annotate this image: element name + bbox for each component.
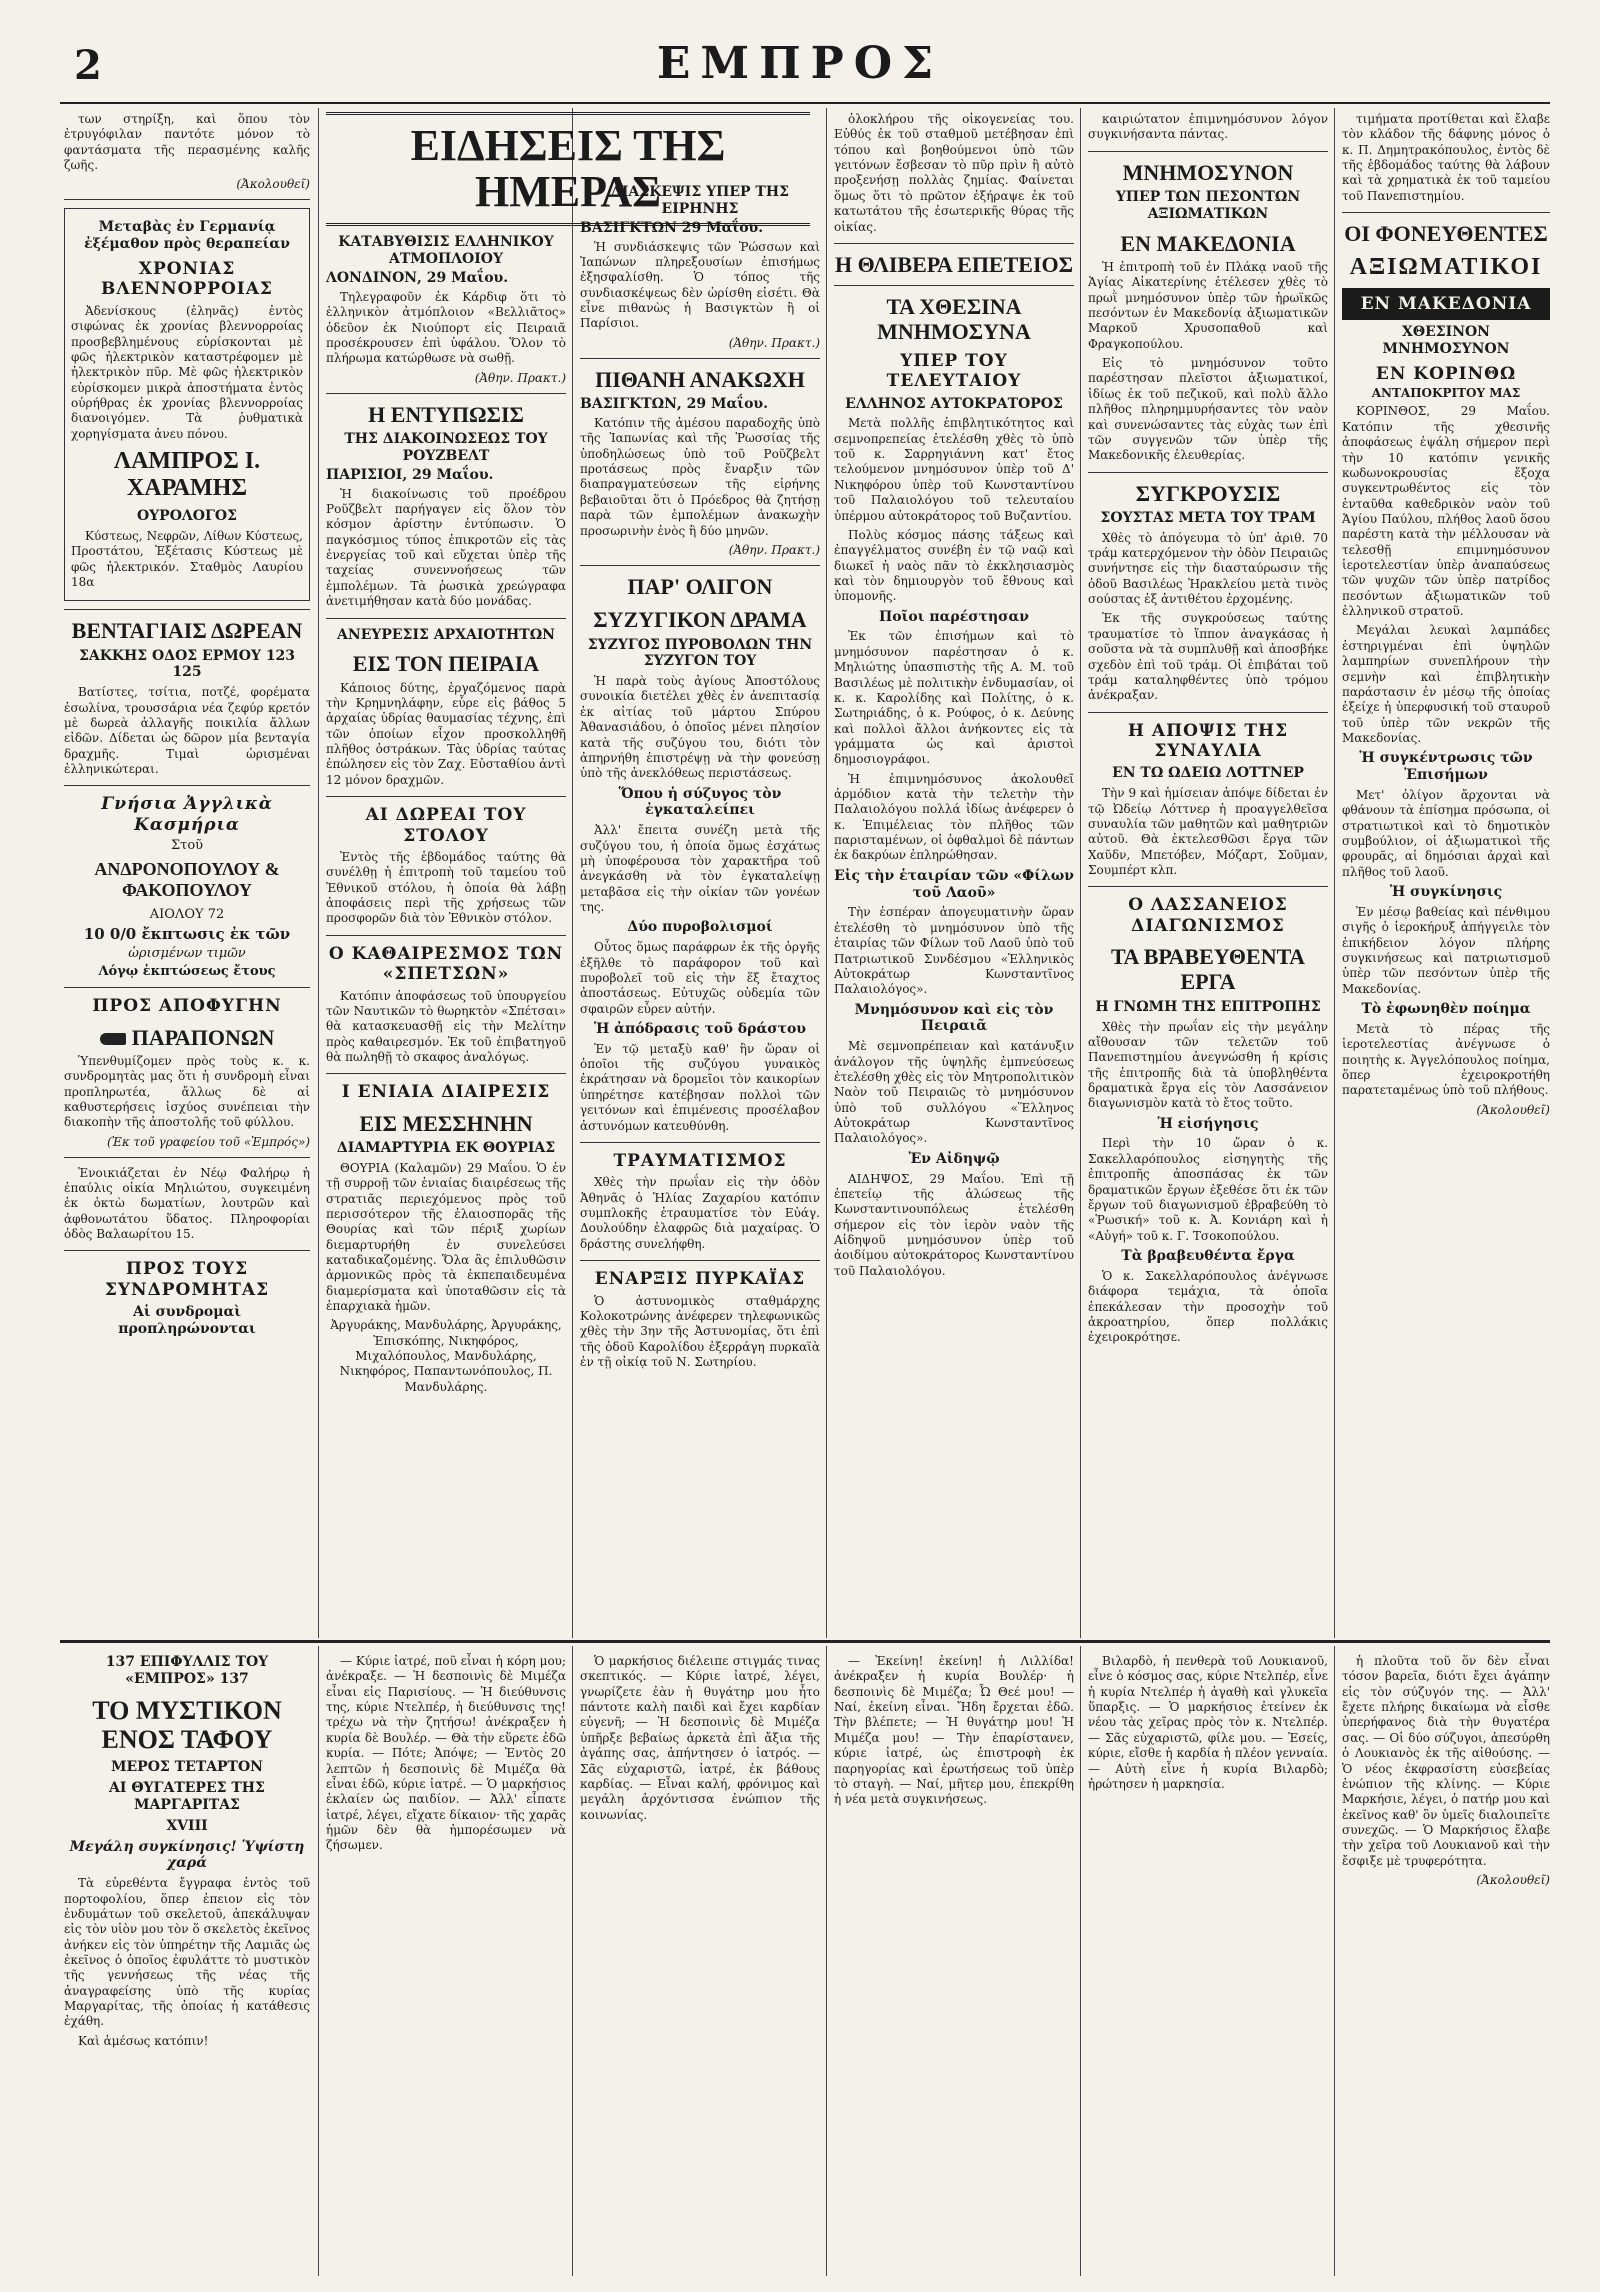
section-heading: Ποῖοι παρέστησαν bbox=[879, 608, 1029, 625]
headline: ΠΑΡ' ΟΛΙΓΟΝ bbox=[627, 573, 773, 599]
subheadline: ΔΙΑΜΑΡΤΥΡΙΑ ΕΚ ΘΟΥΡΙΑΣ bbox=[336, 1139, 556, 1156]
article-text: Ἐκ τῆς συγκρούσεως ταύτης τραυματίσε τὸ ἵππον ἀναγκάσας ἡ σοῦστα νὰ τὰ συμπλυθῇ καὶ ἀποσβήκε σχεδὸν ἐπὶ τοῦ τράμ. Οἱ ἐπιβάται τοῦ τράμ καταληφθέντες ὑπὸ τρόμου ἀνέκραξαν. bbox=[1088, 611, 1328, 703]
article-source: (Ἀθην. Πρακτ.) bbox=[728, 335, 820, 350]
subheadline: ΤΑ ΒΡΑΒΕΥΘΕΝΤΑ ΕΡΓΑ bbox=[1110, 944, 1305, 995]
section-heading: Εἰς τὴν ἑταιρίαν τῶν «Φίλων τοῦ Λαοῦ» bbox=[834, 867, 1074, 901]
separator bbox=[580, 565, 820, 566]
headline: ΤΡΑΥΜΑΤΙΣΜΟΣ bbox=[613, 1150, 787, 1171]
ad-complaints-text: Ὑπενθυμίζομεν πρὸς τοὺς κ. κ. συνδρομητὰς μας ὅτι ἡ συνδρομὴ εἶναι προπληρωτέα, ἄλλως δὲ αἱ καθυστερήσεις ἰσχύος συνέπειαι τὴν διακοπὴν τῆς ἀποστολῆς τοῦ φύλλου. bbox=[64, 1053, 310, 1130]
ad-doctor-text: Κύστεως, Νεφρῶν, Λίθων Κύστεως, Προστάτου, Ἐξέτασις Κύστεως μὲ φῶς ἠλεκτρικόν. Σταθμὸς Λαυρίου 18α bbox=[71, 528, 303, 589]
headline: ΤΑ ΧΘΕΣΙΝΑ ΜΝΗΜΟΣΥΝΑ bbox=[877, 294, 1031, 345]
subheadline: ΕΝ ΜΑΚΕΔΟΝΙΑ bbox=[1342, 288, 1550, 320]
separator bbox=[1088, 712, 1328, 713]
ad-cashmere-line2: ὡρισμένων τιμῶν bbox=[128, 946, 246, 962]
headline: ΟΙ ΦΟΝΕΥΘΕΝΤΕΣ bbox=[1344, 221, 1548, 247]
article-text: Ἡ ἐπιμνημόσυνος ἀκολουθεῖ ἀρμόδιον κατὰ τὴν τελετὴν τὴν Παλαιολόγου πολλά ἰδίως ἀνέφερεν ὁ κ. Ἐπιμέλειας τὸν πλῆθος τῶν παρισταμένων, οἱ ὀφθαλμοὶ δὲ πάντων ἐκ δακρύων ἐπληρώθησαν. bbox=[834, 771, 1074, 863]
headline: ΑΝΕΥΡΕΣΙΣ ΑΡΧΑΙΟΤΗΤΩΝ bbox=[337, 626, 555, 643]
subheadline: Η ΓΝΩΜΗ ΤΗΣ ΕΠΙΤΡΟΠΗΣ bbox=[1095, 998, 1321, 1015]
subheadline: ΕΝ ΜΑΚΕΔΟΝΙΑ bbox=[1120, 230, 1296, 256]
article-text: Ἐν μέσῳ βαθείας καὶ πένθιμου σιγῆς ὁ ἱεροκήρυξ ἀπήγγειλε τὸν ἐπικήδειον λόγον πλήρης συγκινήσεως καὶ πατριωτισμοῦ ὑπὲρ τῶν πεσόντων ὑπὲρ τῆς Μακεδονίας. bbox=[1342, 904, 1550, 996]
novel-text: — Ἐκείνη! ἐκείνη! ἡ Λιλλίδα! ἀνέκραξεν ἡ κυρία Βουλέρ· ἡ δεσποινὶς δὲ Μιμέζα; Ὦ Θεέ μου! — Ναί, ἐκείνη εἶναι. Ἤδη ἔρχεται ἐδῶ. Τὴν βλέπετε; — Ἡ θυγάτηρ μου! Ἡ Μιμέζα μου! — Τὴν ἐπαρίστανεν, κύριε ἰατρέ, ὡς ἐπιστροφὴ ἐκ παρηγορίας καὶ ἐρωτήσεως τοῦ ὑπὲρ τὸ σταγὴ. — Ναί, μῆτερ μου, ἐπεκρίθη ἡ νέα μετὰ συγκινήσεως. bbox=[834, 1654, 1074, 1807]
separator bbox=[64, 199, 310, 200]
article-text: Τὴν 9 καὶ ἡμίσειαν ἀπόψε δίδεται ἐν τῷ Ὠδείῳ Λόττνερ ἡ προαγγελθεῖσα συναυλία τῶν μαθητῶν καὶ μαθητριῶν αὐτοῦ. Θὰ ἐκτελεσθῶσι ἔργα τῶν Χαῦδν, Μπετόβεν, Μόζαρτ, Σοῦμαν, Σουμπέρτ κλπ. bbox=[1088, 786, 1328, 877]
separator bbox=[1088, 886, 1328, 887]
ad-blennorrhea bbox=[64, 208, 310, 601]
separator bbox=[326, 393, 566, 394]
article-text: Κατόπιν τῆς ἀμέσου παραδοχῆς ὑπὸ τῆς Ἰαπωνίας καὶ τῆς Ῥωσσίας τῆς ὑποδηλώσεως ὑπὸ τοῦ Ροῦζβελτ προτάσεως πρὸς ἔναρξιν τῶν διαπραγματεύσεων τῆς εἰρήνης βεβαιοῦται ὅτι ὁ Πρόεδρος θὰ ζητήσῃ παρὰ τῶν ἐμπολέμων ἀνακωχὴν προσωρινὴν ἑνὸς ἢ δύο μηνῶν. bbox=[580, 416, 820, 538]
subheadline: ΑΞΙΩΜΑΤΙΚΟΙ bbox=[1349, 254, 1543, 281]
ad-cashmere-line3: Λόγῳ ἐκπτώσεως ἔτους bbox=[98, 964, 276, 980]
section-heading: Ἡ συγκέντρωσις τῶν Ἐπισήμων bbox=[1359, 750, 1533, 784]
novel-text: Τὰ εὑρεθέντα ἔγγραφα ἐντὸς τοῦ πορτοφολίου, ὅπερ ἐπειον εἰς τὸν ἐνδυμάτων τοῦ σκελετοῦ, ἀπεκάλυψαν εἰς τὸν υἱὸν μου τὸν ὅ σκελετὸς ἐκεῖνος ἀνήκεν εἰς τὸν ὑπηρέτην τῆς Λαμιᾶς ὡς ἐκεῖνος ὁ ὁποῖος ἐφυλάττε τὸ μυστικὸν τῆς γεννήσεως τῆς νέας τῆς ἀναγραφείσης ὑπὸ τῆς κυρίας Μαργαρίτας, τῆς ὁποίας ἡ κατάθεσις ἐχάθη. bbox=[64, 1876, 310, 2029]
feuilleton-column-1 bbox=[64, 1650, 310, 2278]
feuilleton-column-4 bbox=[834, 1650, 1074, 2278]
article-text: Μετ' ὀλίγον ἄρχονται νὰ φθάνουν τὰ ἐπίσημα πρόσωπα, οἱ στρατιωτικοὶ καὶ τὸ δημοτικὸν συμβούλιον, οἱ ἀξιωματικοὶ τῆς φρουρᾶς, αἱ δημόσιαι ἀρχαὶ καὶ πλῆθος τοῦ λαοῦ. bbox=[1342, 787, 1550, 879]
dateline: ΒΑΣΙΓΚΤΩΝ, 29 Μαΐου. bbox=[580, 396, 769, 413]
subheadline: ΣΥΖΥΓΙΚΟΝ ΔΡΑΜΑ bbox=[593, 607, 807, 633]
feuilleton-column-6 bbox=[1342, 1650, 1550, 2278]
headline: Η ΑΠΟΨΙΣ ΤΗΣ ΣΥΝΑΥΛΙΑ bbox=[1127, 720, 1289, 762]
separator bbox=[580, 1260, 820, 1261]
article-source: (Ἀθην. Πρακτ.) bbox=[728, 542, 820, 557]
separator bbox=[1088, 151, 1328, 152]
column-3 bbox=[580, 108, 820, 1638]
headline: ΔΙΑΣΚΕΨΙΣ ΥΠΕΡ ΤΗΣ ΕΙΡΗΝΗΣ bbox=[611, 184, 789, 217]
page-header bbox=[0, 0, 1600, 104]
correspondent: ΑΝΤΑΠΟΚΡΙΤΟΥ ΜΑΣ bbox=[1371, 386, 1521, 401]
article-text: Τηλεγραφοῦν ἐκ Κάρδιφ ὅτι τὸ ἑλληνικὸν ἀτμόπλοιον «Βελλιᾶτος» ὁδεῦον ἐκ Νιούπορτ εἰς Πειραιᾶ προσέκρουσεν ἐπὶ ὑφάλου. Ὅλον τὸ πλήρωμα κατώρθωσε νὰ σωθῇ. bbox=[326, 289, 566, 366]
separator bbox=[580, 358, 820, 359]
continued-text: των στηρίξη, καὶ ὅπου τὸν ἐτρυγόφιλαν παντότε μόνον τὸ φαντάσματα τῆς περασμένης καλῆς ζωῆς. bbox=[64, 112, 310, 173]
continued-text: τιμήματα προτίθεται καὶ ἔλαβε τὸν κλάδον τῆς δάφνης μόνος ὁ κ. Π. Δημητρακόπουλος, ἐντὸς δὲ τῆς ἑβδομάδος ταύτης θὰ λάβουν καὶ τὰ χρηματικὰ ἐκ τοῦ ταμείου τοῦ Πανεπιστημίου. bbox=[1342, 112, 1550, 203]
article-text: Χθὲς τὸ ἀπόγευμα τὸ ὑπ' ἀριθ. 70 τράμ κατερχόμενον τὴν ὁδὸν Πειραιῶς συνήντησε εἰς τὴν διασταύρωσιν τῆς ὁδοῦ Βασιλέως Ἡρακλείου μετὰ τινὸς σούστας ἐξ ἀντιθέτου ἐρχομένης. bbox=[1088, 530, 1328, 607]
article-text: Χθὲς τὴν πρωΐαν εἰς τὴν ὁδὸν Ἀθηνᾶς ὁ Ἡλίας Ζαχαρίου κατόπιν συμπλοκῆς ἐτραυματίσε τὸν Εὐάγ. Δουλούδην ἐλαφρῶς διὰ μαχαίρας. Ὁ δράστης συνελήφθη. bbox=[580, 1175, 820, 1251]
article-text: Ἡ συνδιάσκεψις τῶν Ῥώσσων καὶ Ἰαπώνων πληρεξουσίων ἐπισήμως ἐξησφαλίσθη. Ὁ τόπος τῆς συνδιασκέψεως δὲν ὡρίσθη εἰσέτι. Θὰ εἶνε πιθανὼς ἡ Βασιγκτὼν ἢ οἱ Παρίσιοι. bbox=[580, 239, 820, 331]
ad-subscribers-sub: Αἱ συνδρομαὶ προπληρώνονται bbox=[118, 1304, 256, 1337]
dateline: ΒΑΣΙΓΚΤΩΝ 29 Μαΐου. bbox=[580, 219, 764, 236]
ad-cashmere-store: Στοῦ bbox=[170, 838, 204, 854]
article-text: Οὗτος ὅμως παράφρων ἐκ τῆς ὀργῆς ἐξῆλθε τὸ παράφορον τοῦ καὶ πυροβολεῖ τοῦ εἰς τὴν ἕξ ἔταχτος ἀποστάσεως. Εὐτυχῶς οὐδεμία τῶν σφαιρῶν εὗρεν αὐτήν. bbox=[580, 940, 820, 1016]
headline: Ο ΚΑΘΑΙΡΕΣΜΟΣ ΤΩΝ «ΣΠΕΤΣΩΝ» bbox=[328, 943, 564, 985]
article-text: Χθὲς τὴν πρωΐαν εἰς τὴν μεγάλην αἴθουσαν τῶν τελετῶν τοῦ Πανεπιστημίου ἀνεγνώσθη ἡ κρίσις τῆς ἐπιτροπῆς διὰ τὰ ὑποβληθέντα δραματικὰ ἔργα εἰς τὸν Λασσάνειον διαγωνισμὸν κατὰ τὸ ἔτος τοῦτο. bbox=[1088, 1019, 1328, 1111]
section-heading: Δύο πυροβολισμοί bbox=[627, 919, 773, 936]
column-divider bbox=[318, 1646, 319, 2276]
column-divider bbox=[826, 108, 827, 1638]
newspaper-title: ΕΜΠΡΟΣ bbox=[656, 38, 944, 89]
page-number: 2 bbox=[74, 42, 102, 89]
separator bbox=[834, 243, 1074, 244]
article-text: Ὁ ἀστυνομικὸς σταθμάρχης Κολοκοτρώνης ἀνέφερεν τηλεφωνικῶς χθὲς τὴν 3ην τῆς Ἀστυνομίας, ὅτι ἐπὶ τῆς ὁδοῦ Καρολίδου ἐξερράγη πυρκαϊὰ ἐν τῇ οἰκίᾳ τοῦ Ν. Σωτηρίου. bbox=[580, 1293, 820, 1369]
chapter-title: Μεγάλη συγκίνησις! Ὑψίστη χαρά bbox=[69, 1838, 305, 1872]
ad-doctor-role: ΟΥΡΟΛΟΓΟΣ bbox=[136, 508, 237, 525]
separator bbox=[1088, 472, 1328, 473]
headline: ΚΑΤΑΒΥΘΙΣΙΣ ΕΛΛΗΝΙΚΟΥ ΑΤΜΟΠΛΟΙΟΥ bbox=[338, 234, 554, 268]
ad-complaints-title: ΠΡΟΣ ΑΠΟΦΥΓΗΝ bbox=[92, 996, 282, 1017]
column-divider bbox=[572, 1646, 573, 2276]
feuilleton-rule bbox=[60, 1640, 1550, 1643]
column-1 bbox=[64, 108, 310, 1638]
banner-spacer bbox=[580, 108, 820, 180]
headline: ΣΥΓΚΡΟΥΣΙΣ bbox=[1135, 480, 1281, 506]
subheadline: ΕΙΣ ΜΕΣΣΗΝΗΝ bbox=[359, 1110, 533, 1136]
pointing-hand-icon bbox=[100, 1033, 126, 1045]
headline: ΜΝΗΜΟΣΥΝΟΝ bbox=[1122, 159, 1294, 185]
novel-part: ΜΕΡΟΣ ΤΕΤΑΡΤΟΝ bbox=[111, 1759, 263, 1776]
ad-fans-sub: ΣΑΚΚΗΣ ΟΔΟΣ ΕΡΜΟΥ 123 125 bbox=[78, 647, 296, 681]
ad-fans-title: ΒΕΝΤΑΓΙΑΙΣ ΔΩΡΕΑΝ bbox=[71, 618, 303, 644]
article-text: Περὶ τὴν 10 ὥραν ὁ κ. Σακελλαρόπουλος εἰσηγητὴς τῆς ἐπιτροπῆς ἀποσπάσας ἐκ τῶν δραματικῶν ἔργων ἐξεθέσε ὅτι ἐκ τῶν ἔργων τοῦ διαγωνισμοῦ ἐβραβεύθη τὸ «Ῥωσική» τοῦ κ. Ἀ. Κονιάρη καὶ ἡ «Αὐγή» τοῦ κ. Γ. Τσοκοπούλου. bbox=[1088, 1136, 1328, 1243]
signers: Ἀργυράκης, Μανδυλάρης, Ἀργυράκης, Ἐπισκόπης, Νικηφόρος, Μιχαλόπουλος, Μανδυλάρης, Νικηφόρος, Παπαντωνόπουλος, Π. Μανδυλάρης. bbox=[330, 1318, 562, 1394]
feuilleton-banner: 137 ΕΠΙΦΥΛΛΙΣ ΤΟΥ «ΕΜΠΡΟΣ» 137 bbox=[105, 1654, 269, 1687]
continued-note: (Ἀκολουθεῖ) bbox=[1476, 1102, 1550, 1117]
section-heading: Τὸ ἐφωνηθὲν ποίημα bbox=[1361, 1001, 1531, 1018]
article-text: Μετὰ πολλῆς ἐπιβλητικότητος καὶ σεμνοπρεπείας ἐτελέσθη χθὲς τὸ ὑπὸ τοῦ κ. Σαρρηγιάννη κατ' ἔτος τελούμενον μνημόσυνον ὑπὲρ τοῦ Δ' Νικηφόρου ὑπὲρ τοῦ Κωνσταντίνου τοῦ Παλαιολόγου τοῦ τελευταίου ὑπέρμου αὐτοκράτορος τοῦ Βυζαντίου. bbox=[834, 416, 1074, 523]
article-text: Κάποιος δύτης, ἐργαζόμενος παρὰ τὴν Κρημνηλάφην, εὗρε εἰς βάθος 5 ἀρχαίας ὑδρίας θαυμασίας τέχνης, ἐπὶ τῶν ὁποίων εἶχον προσκολληθῆ πλῆθος ὀστράκων. Τὰς ὑδρίας ταύτας ἐπώλησεν εἰς τὸν Ζαχ. Εὐσταθίου ἀντὶ 12 μόνον δραχμῶν. bbox=[326, 680, 566, 787]
headline: ΑΙ ΔΩΡΕΑΙ ΤΟΥ ΣΤΟΛΟΥ bbox=[365, 805, 527, 846]
section-heading: Ἡ συγκίνησις bbox=[1389, 884, 1503, 901]
separator bbox=[326, 1073, 566, 1074]
article-text: Ἡ διακοίνωσις τοῦ προέδρου Ροῦζβελτ παρήγαγεν εἰς ὅλον τὸν κόσμον ἀρίστην ἐντύπωσιν. Ὁ παγκόσμιος τύπος ἐπικροτῶν εἰς τὰς ἐνεργείας τοῦ καὶ εὔχεται ὑπὲρ τῆς ταχείας συνεννοήσεως τῶν ἐμπολέμων. Τὰ ῥωσικὰ χρεώγραφα ἀνετιμήθησαν κατὰ δύο μονάδας. bbox=[326, 486, 566, 609]
column-divider bbox=[318, 108, 319, 1638]
column-divider bbox=[572, 108, 573, 1638]
novel-title: ΤΟ ΜΥΣΤΙΚΟΝ ΕΝΟΣ ΤΑΦΟΥ bbox=[92, 1695, 282, 1755]
news-banner: ΕΙΔΗΣΕΙΣ ΤΗΣ ΗΜΕΡΑΣ bbox=[326, 112, 810, 226]
subheadline: ΥΠΕΡ ΤΟΥ ΤΕΛΕΥΤΑΙΟΥ bbox=[886, 350, 1022, 392]
article-text: Κατόπιν ἀποφάσεως τοῦ ὑπουργείου τῶν Ναυτικῶν τὸ θωρηκτὸν «Σπέτσαι» θὰ κατασκευασθῇ εἰς τὴν Μελίτην πρὸς καθαιρεσμόν. Ἐκ τοῦ ἐπιβατηγοῦ θὰ πωληθῇ τὸ σκαφος ἀναλόγως. bbox=[326, 988, 566, 1064]
column-4 bbox=[834, 108, 1074, 1638]
subheadline: ΕΙΣ ΤΟΝ ΠΕΙΡΑΙΑ bbox=[352, 651, 540, 677]
section-heading: Ὅπου ἡ σύζυγος τὸν ἐγκαταλείπει bbox=[618, 785, 782, 819]
separator bbox=[834, 285, 1074, 286]
ad-title: Μεταβὰς ἐν Γερμανίᾳ ἐξέμαθον πρὸς θεραπείαν bbox=[84, 219, 290, 253]
headline: Ο ΛΑΣΣΑΝΕΙΟΣ ΔΙΑΓΩΝΙΣΜΟΣ bbox=[1128, 895, 1288, 936]
separator bbox=[64, 1157, 310, 1158]
article-text: Μετὰ τὸ πέρας τῆς ἱεροτελεστίας ἀνέγνωσε ὁ ποιητὴς κ. Ἀγγελόπουλος ποίημα, ὅπερ ἐχειροκροτήθη παρατεταμένως ὑπὸ τοῦ πλήθους. bbox=[1342, 1021, 1550, 1098]
separator bbox=[64, 785, 310, 786]
ad-subtitle: ΧΡΟΝΙΑΣ ΒΛΕΝΝΟΡΡΟΙΑΣ bbox=[101, 259, 273, 300]
article-text: Εἰς τὸ μνημόσυνον τοῦτο παρέστησαν πλεῖστοι ἀξιωματικοί, ἰδίως ἐκ τοῦ πεζικοῦ, καὶ πολὺ ἄλλο πλῆθος πληρημμυρήσαντες τὸν ναὸν καὶ συνενώσαντες τὰς εὐχὰς των ἐπὶ τῶν συγγενῶν τῶν ὑπὲρ τῆς Μακεδονικῆς ἐλευθερίας. bbox=[1088, 356, 1328, 463]
novel-text-end: Καὶ ἀμέσως κατόπιν! bbox=[78, 2033, 209, 2048]
subheadline: ΤΗΣ ΔΙΑΚΟΙΝΩΣΕΩΣ ΤΟΥ ΡΟΥΖΒΕΛΤ bbox=[344, 431, 548, 464]
article-text: ΚΟΡΙΝΘΟΣ, 29 Μαΐου. Κατόπιν τῆς χθεσινῆς ἀποφάσεως ἐψάλη σήμερον περὶ τὴν 10 κατόπιν γενικῆς κωδωνοκρουσίας ἔξοχα συγκεντρωθέντος εἰς τὸν ἐνταῦθα καθεδρικὸν ναὸν τοῦ Ἁγίου Παύλου, πλήθος λαοῦ ὅσου παρέστη κατὰ τὴν μέλλουσαν νὰ τελεσθῇ επιμνημόσυνον ἱεροτελεστίαν ὑπὲρ ἀναπαύσεως τῶν ψυχῶν τῶν ὑπὲρ πατρίδος πεσόντων ἀξιωματικῶν τοῦ ἑλληνικοῦ στρατοῦ. bbox=[1342, 404, 1550, 619]
article-text: Ἐντὸς τῆς ἑβδομάδος ταύτης θὰ συνέλθῃ ἡ ἐπιτροπὴ τοῦ ταμείου τοῦ Ἐθνικοῦ στόλου, ἡ ὁποία θὰ λάβῃ ἀποφάσεις περὶ τῆς χρήσεως τῶν προσφορῶν διὰ τὸν Ἐθνικὸν στόλον. bbox=[326, 849, 566, 926]
section-heading: Ἡ ἀπόδρασις τοῦ δράστου bbox=[593, 1020, 807, 1037]
ad-complaints-sub-text: ΠΑΡΑΠΟΝΩΝ bbox=[131, 1024, 275, 1050]
chapter-number: XVIII bbox=[166, 1817, 208, 1834]
separator bbox=[326, 618, 566, 619]
article-text: Μὲ σεμνοπρέπειαν καὶ κατάνυξιν ἀνάλογον τῆς ὑψηλῆς ἐμπνεύσεως ἐτελέσθη χθὲς εἰς τὸν Μητροπολιτικὸν Ναὸν τοῦ Πειραιῶς τὸ μνημόσυνον ὑπὸ τοῦ συλλόγου «Ἕλληνος Αὐτοκράτωρ Κωνσταντῖνος Παλαιολόγος». bbox=[834, 1039, 1074, 1146]
ad-cashmere-name: ΑΝΔΡΟΝΟΠΟΥΛΟΥ & ΦΑΚΟΠΟΥΛΟΥ bbox=[94, 859, 280, 901]
subheadline: ΕΛΛΗΝΟΣ ΑΥΤΟΚΡΑΤΟΡΟΣ bbox=[845, 395, 1063, 412]
novel-subtitle: ΑΙ ΘΥΓΑΤΕΡΕΣ ΤΗΣ ΜΑΡΓΑΡΙΤΑΣ bbox=[109, 1780, 265, 1813]
novel-text: Βιλαρδὸ, ἡ πενθερὰ τοῦ Λουκιανοῦ, εἶνε ὁ κόσμος σας, κύριε Ντελπέρ, εἶνε ἡ κυρία Ντελπέρ ἡ ἀγαθὴ καὶ γλυκεῖα ὕπαρξις. — Ὁ μαρκήσιος ἐτείνεν ἐκ νέου τὰς χεῖρας πρὸς τὸν κ. Ντελπέρ. — Σᾶς εὐχαριστῶ, φίλε μου. — Ἐσείς, κύριε, εἴσθε ἡ καρδία ἡ πλέον γενναία. — Αὐτὴ εἶνε ἡ κυρία Βιλαρδὸ; ἠρώτησεν ἡ μαρκησία. bbox=[1088, 1654, 1328, 1791]
article-text: Ἡ παρὰ τοὺς ἁγίους Ἀποστόλους συνοικία διετέλει χθὲς ἐν ἀνεπιτασίᾳ ἐκ αἰτίας τοῦ μάρτου Σπύρου Ἀθανασιάδου, ὁ ὁποῖος μένει πλησίον κατὰ τῆς συζύγου του, διότι τὸν ἀπηρνήθη ἐπιστρέψῃ νὰ τὴν φονεύσῃ ὑπὸ τῆς ἀνεκλόθεως περιστάσεως. bbox=[580, 674, 820, 781]
separator bbox=[64, 609, 310, 610]
subheadline: ΣΥΖΥΓΟΣ ΠΥΡΟΒΟΛΩΝ ΤΗΝ ΣΥΖΥΓΟΝ ΤΟΥ bbox=[587, 636, 813, 670]
article-text: Ἐν τῷ μεταξὺ καθ' ἣν ὥραν οἱ ὁποῖοι τῆς συζύγου γυναικὸς ἐκράτησαν νὰ δρομεῖοι τὸν καικορίων ὑπηρέτησε κατέβησαν πολλοὶ τῶν γειτόνων καὶ ἐπιμένεσις προσέλαβον ἀστυνόμων κατευθύνθη. bbox=[580, 1041, 820, 1133]
article-text: Ὁ κ. Σακελλαρόπουλος ἀνέγνωσε διάφορα τεμάχια, τὰ ὁποῖα ἐπεκάλεσαν τὴν προσοχὴν τοῦ ἀκροατηρίου, ὅπερ πολλάκις ἐχειροκρότησε. bbox=[1088, 1268, 1328, 1345]
ad-fans-text: Βατίστες, τσίτια, ποτζέ, φορέματα ἐσωλίνα, τρουσσάρια νέα ζεφύρ κρετόν μὲ δωρεὰ ἀλλαγῆς ποικιλία ἄλλων εἰδῶν. Δίδεται ὡς δῶρον μία βενταγία δραχμῆς. Τιμαὶ ὡρισμέναι ἐλληνικώτεραι. bbox=[64, 685, 310, 776]
feuilleton-column-3 bbox=[580, 1650, 820, 2278]
separator bbox=[580, 1142, 820, 1143]
article-source: (Ἀθην. Πρακτ.) bbox=[474, 370, 566, 385]
dateline: ΠΑΡΙΣΙΟΙ, 29 Μαΐου. bbox=[326, 466, 494, 483]
article-text: Ἡ ἐπιτροπὴ τοῦ ἐν Πλάκᾳ ναοῦ τῆς Ἁγίας Αἰκατερίνης ἐτέλεσεν χθὲς τὸ πρωῒ μνημόσυνον ὑπὲρ τῶν ἡρωϊκῶς πεσόντων ἐν Μακεδονίᾳ ἀξιωματικῶν Μαρκοῦ Χρυσοπαθοῦ καὶ Φραγκοπούλου. bbox=[1088, 259, 1328, 351]
headline: ΠΙΘΑΝΗ ΑΝΑΚΩΧΗ bbox=[595, 366, 805, 392]
column-divider bbox=[1334, 108, 1335, 1638]
subheadline: ΕΝ ΚΟΡΙΝΘΩ bbox=[1375, 364, 1517, 385]
subheadline: ΧΘΕΣΙΝΟΝ ΜΝΗΜΟΣΥΝΟΝ bbox=[1382, 324, 1510, 358]
section-heading: Ἡ εἰσήγησις bbox=[1157, 1115, 1259, 1132]
column-divider bbox=[1080, 108, 1081, 1638]
feuilleton-column-2 bbox=[326, 1650, 566, 2278]
separator bbox=[326, 935, 566, 936]
ad-cashmere-discount: 10 0/0 ἔκπτωσις ἐκ τῶν bbox=[83, 925, 291, 944]
article-text: Πολὺς κόσμος πάσης τάξεως καὶ ἐπαγγέλματος συνέβη ἐν τῷ ναῷ καὶ διωκεῖ ἡ ναὸς πᾶν τὸ ἐκκλησιασμὸς καὶ τὸν δημιουργὸν τοῦ ἔθνους καὶ ὑπομονῆς. bbox=[834, 527, 1074, 604]
header-rule bbox=[60, 102, 1550, 104]
subheadline: ΣΟΥΣΤΑΣ ΜΕΤΑ ΤΟΥ ΤΡΑΜ bbox=[1100, 509, 1316, 526]
headline: Ι ΕΝΙΑΙΑ ΔΙΑΙΡΕΣΙΣ bbox=[341, 1082, 551, 1103]
section-heading: Ἐν Αἰδηψῷ bbox=[908, 1150, 1000, 1167]
section-heading: Μνημόσυνον καὶ εἰς τὸν Πειραιᾶ bbox=[854, 1001, 1054, 1035]
article-text: Ἀλλ' ἔπειτα συνέζη μετὰ τῆς συζύγου του, ἡ ὁποία ὅμως ἐσχάτως μὴ ὑποφέρουσα τὸν χαρακτῆρα τοῦ ἀνεγκάσθη νὰ τὸν ἐγκαταλείψῃ μεταβᾶσα εἰς τὴν οἰκίαν τῶν γονέων της. bbox=[580, 823, 820, 915]
column-6 bbox=[1342, 108, 1550, 1638]
column-5 bbox=[1088, 108, 1328, 1638]
headline: Η ΕΝΤΥΠΩΣΙΣ bbox=[368, 401, 524, 427]
separator bbox=[326, 796, 566, 797]
headline: ΕΝΑΡΞΙΣ ΠΥΡΚΑΪΑΣ bbox=[594, 1269, 806, 1290]
article-text: ΑΙΔΗΨΟΣ, 29 Μαΐου. Ἐπὶ τῇ ἐπετείῳ τῆς ἁλώσεως τῆς Κωνσταντινουπόλεως ἐτελέσθη σήμερον εἰς τὸν ἱερὸν ναὸν τῆς Αἰδηψοῦ μνημόσυνον ὑπὲρ τοῦ ἀοιδίμου αὐτοκράτορος Κωνσταντίνου τοῦ Παλαιολόγου. bbox=[834, 1171, 1074, 1278]
ad-doctor-name: ΛΑΜΠΡΟΣ Ι. ΧΑΡΑΜΗΣ bbox=[113, 448, 261, 502]
separator bbox=[64, 987, 310, 988]
column-divider bbox=[1334, 1646, 1335, 2276]
ad-rent-text: Ἐνοικιάζεται ἐν Νέῳ Φαλήρῳ ἡ ἐπαύλις οἰκία Μηλιώτου, συγκειμένη ἐκ ὀκτὼ δωματίων, λουτρῶν καὶ ἀφθονωτάτου ὕδατος. Πληροφορίαι ὁδὸς Βαλαωρίτου 15. bbox=[64, 1165, 310, 1242]
novel-text: — Κύριε ἰατρέ, ποῦ εἶναι ἡ κόρη μου; ἀνέκραξε. — Ἡ δεσποινὶς δὲ Μιμέζα εἶναι εἰς Παρισίους. — Ἡ διεύθυνσις της, κύριε Ντελπέρ, ἡ διεύθυνσις της! τρέχω νὰ τὴν ζητήσω! ἀνέκραξεν ἡ κυρία δὲ Βουλέρ. — Θὰ τὴν εὕρετε ἐδῶ κυρία. — Πότε; Ἀπόψε; — Ἐντὸς 20 λεπτῶν ἡ δεσποινὶς δὲ Μιμέζα θὰ εἶναι ἐδῶ, κύριε ἰατρέ. — Ὁ μαρκήσιος ἐκλαίεν ὡς παιδίον. — Ἀλλ' εἶπατε ἰατρέ, λέγει, εἴχατε δίκαιον· τῆς χαρᾶς ἡμῶν δὲν θὰ ἠμπορέσωμεν νὰ ζήσωμεν. bbox=[326, 1654, 566, 1853]
section-heading: Τὰ βραβευθέντα ἔργα bbox=[1121, 1248, 1295, 1264]
continued-text: ὁλοκλήρου τῆς οἰκογενείας του. Εὐθύς ἐκ τοῦ σταθμοῦ μετέβησαν ἐπὶ τόπου καὶ βοηθούμενοι ὑπὸ τῶν γειτόνων ἔσβεσαν τὸ πῦρ πρὶν ἢ αὐτὸ προξενήσῃ πολλὰς ζημίας. Φαίνεται ὅμως ὅτι τὸ πρῶτον ἐξήραψε ἐκ τοῦ κατωτάτου τῆς ἐσωτερικῆς θύρας τῆς οἰκίας. bbox=[834, 112, 1074, 234]
feuilleton-column-5 bbox=[1088, 1650, 1328, 2278]
article-text: ΘΟΥΡΙΑ (Καλαμῶν) 29 Μαΐου. Ὁ ἐν τῇ συρροῇ τῶν ἑνιαίας διαιρέσεως τῆς στρατιᾶς περιεχόμενος πρὸς τοῦ περισσότερον τῆς ἐλαιοσπορᾶς τῆς Θουρίας καὶ τῶν πέριξ χωρίων διεμαρτυρήθη ἐν συνελεύσει καταδικαζομένης. Ὅλα ἂς ἐπιλυθῶσιν ἁρμονικῶς πρὸς τὰ ἐκπεπαιδευμένα διαμερίσματα καὶ ὑποταθῶσιν εἰς τὰ ἐπαρχιακὰ ἡμῶν. bbox=[326, 1160, 566, 1314]
ad-complaints-note: (Ἐκ τοῦ γραφείου τοῦ «Ἐμπρός») bbox=[106, 1134, 310, 1149]
ad-cashmere-title: Γνήσια Ἀγγλικὰ Κασμήρια bbox=[101, 794, 273, 835]
column-divider bbox=[1080, 1646, 1081, 2276]
ad-subscribers-title: ΠΡΟΣ ΤΟΥΣ ΣΥΝΔΡΟΜΗΤΑΣ bbox=[104, 1259, 270, 1300]
subheadline: ΥΠΕΡ ΤΩΝ ΠΕΣΟΝΤΩΝ ΑΞΙΩΜΑΤΙΚΩΝ bbox=[1115, 189, 1301, 222]
article-text: Τὴν ἑσπέραν ἀπογευματινὴν ὥραν ἐτελέσθη τὸ μνημόσυνον ὑπὸ τῆς ἑταιρίας τῶν Φίλων τοῦ Λαοῦ ὑπὸ τοῦ Πατριωτικοῦ Συνδέσμου «Ἑλληνικὸς Αὐτοκράτωρ Κωνσταντῖνος Παλαιολόγος». bbox=[834, 905, 1074, 997]
ad-text: Ἀδενίσκους (ἐληνᾶς) ἐντὸς σιφώνας ἐκ χρονίας βλεννορροίας προσβεβλημένους εὑρίσκονται μὲ φῶς ἠλεκτρικὸν καταστρέφομεν μὲ ἠλεκτρικὸν πῦρ. Μὲ φῶς ἠλεκτρικὸν εὑρίσκομεν μικρὰ ἀποστήματα ἐντὸς οὐρήθρας ἐκ χρονίας βλεννορροίας διανοιγόμεν. Τὰ ῥυθματικὰ χορηγίσματα ἀνευ πόνου. bbox=[71, 303, 303, 441]
ad-cashmere-address: ΑΙΟΛΟΥ 72 bbox=[149, 907, 225, 923]
continued-note: (Ἀκολουθεῖ) bbox=[1476, 1873, 1550, 1888]
ad-complaints-sub bbox=[64, 1025, 310, 1050]
continued-note: (Ἀκολουθεῖ) bbox=[236, 177, 310, 192]
article-text: Ἐκ τῶν ἐπισήμων καὶ τὸ μνημόσυνον παρέστησαν ὁ κ. Μηλιώτης ὑπασπιστὴς τῆς Α. Μ. τοῦ Βασιλέως μὲ πολιτικὴν ἐνδυμασίαν, οἱ κ. κ. Καρολίδης καὶ Πολίτης, ὁ κ. Σωτηριάδης, ὁ κ. Ρούφος, ὁ κ. Δεύνης καὶ πολλοὶ ἄλλοι ἀνήκοντες εἰς τὰ γράμματα ὡς καὶ ἀριστοὶ δημοσιογράφοι. bbox=[834, 629, 1074, 767]
column-divider bbox=[826, 1646, 827, 2276]
separator bbox=[64, 1250, 310, 1251]
headline: Η ΘΛΙΒΕΡΑ ΕΠΕΤΕΙΟΣ bbox=[834, 251, 1074, 277]
separator bbox=[1342, 212, 1550, 213]
novel-text: Ὁ μαρκήσιος διέλειπε στιγμάς τινας σκεπτικός. — Κύριε ἰατρέ, λέγει, γνωρίζετε ἐὰν ἡ θυγάτηρ μου ἦτο πάντοτε καλὴ παιδὶ καὶ ἔχει καρδίαν εὐγενῆ; — Ἡ δεσποινὶς δὲ Μιμέζα ὑπῆρξε βεβαίως ἀρκετὰ ἐπὶ ἄξια τῆς ἀγάπης σας, ἀπήντησεν ὁ ἰατρός. — Σᾶς εὐχαριστῶ, ἰατρέ, ἐκ βάθους καρδίας. — Εἶναι καλή, φρόνιμος καὶ μεγάλη ἀρχόντισσα ἐνώπιον τῆς κοινωνίας. bbox=[580, 1654, 820, 1822]
novel-text: ἡ πλοῦτα τοῦ ὅν δὲν εἶναι τόσον βαρεῖα, διότι ἔχει ἀγάπην εἰς τὸν σύζυγόν της. — Ἀλλ' ἔχετε πλήρης δικαίωμα νὰ εἶσθε ὑπερήφανος διὰ τὴν θυγατέρα σας. — Οἱ δύο σύζυγοι, ἀπεσύρθη ὁ Λουκιανὸς ἐκ τῆς αἰθούσης. — Ὁ νέος ἐκφρασίστη εὐσεβείας ἐνώπιον τῆς κλίνης. — Κύριε Μαρκήσιε, λέγει, ὁ πατήρ μου καὶ ἐκεῖνος καθ' ὃν ὑμεῖς διαλοιπεῖτε συνεχῶς. — Ὁ Μαρκήσιος ἔλαβε τὴν χεῖρα τοῦ Λουκιανοῦ καὶ τὴν ἔσφιξε μὲ τρυφερότητα. bbox=[1342, 1654, 1550, 1868]
dateline: ΛΟΝΔΙΝΟΝ, 29 Μαΐου. bbox=[326, 269, 509, 286]
subheadline: ΕΝ ΤΩ ΩΔΕΙΩ ΛΟΤΤΝΕΡ bbox=[1112, 765, 1304, 782]
continued-text: καιριώτατον ἐπιμνημόσυνον λόγον συγκινήσαντα πάντας. bbox=[1088, 112, 1328, 142]
article-text: Μεγάλαι λευκαὶ λαμπάδες ἐστηριγμέναι ἐπὶ ὑψηλῶν λαμπηρίων συνεπλήρουν τὴν σεμνὴν καὶ ἐπιβλητικὴν παράστασιν ἐν μέσῳ τῆς ὁποίας ἐξείχε ἡ ὑπερφυσική τοῦ σταυροῦ τοῦ ὑπὲρ τῶν νεκρῶν τῆς Μακεδονίας. bbox=[1342, 623, 1550, 745]
